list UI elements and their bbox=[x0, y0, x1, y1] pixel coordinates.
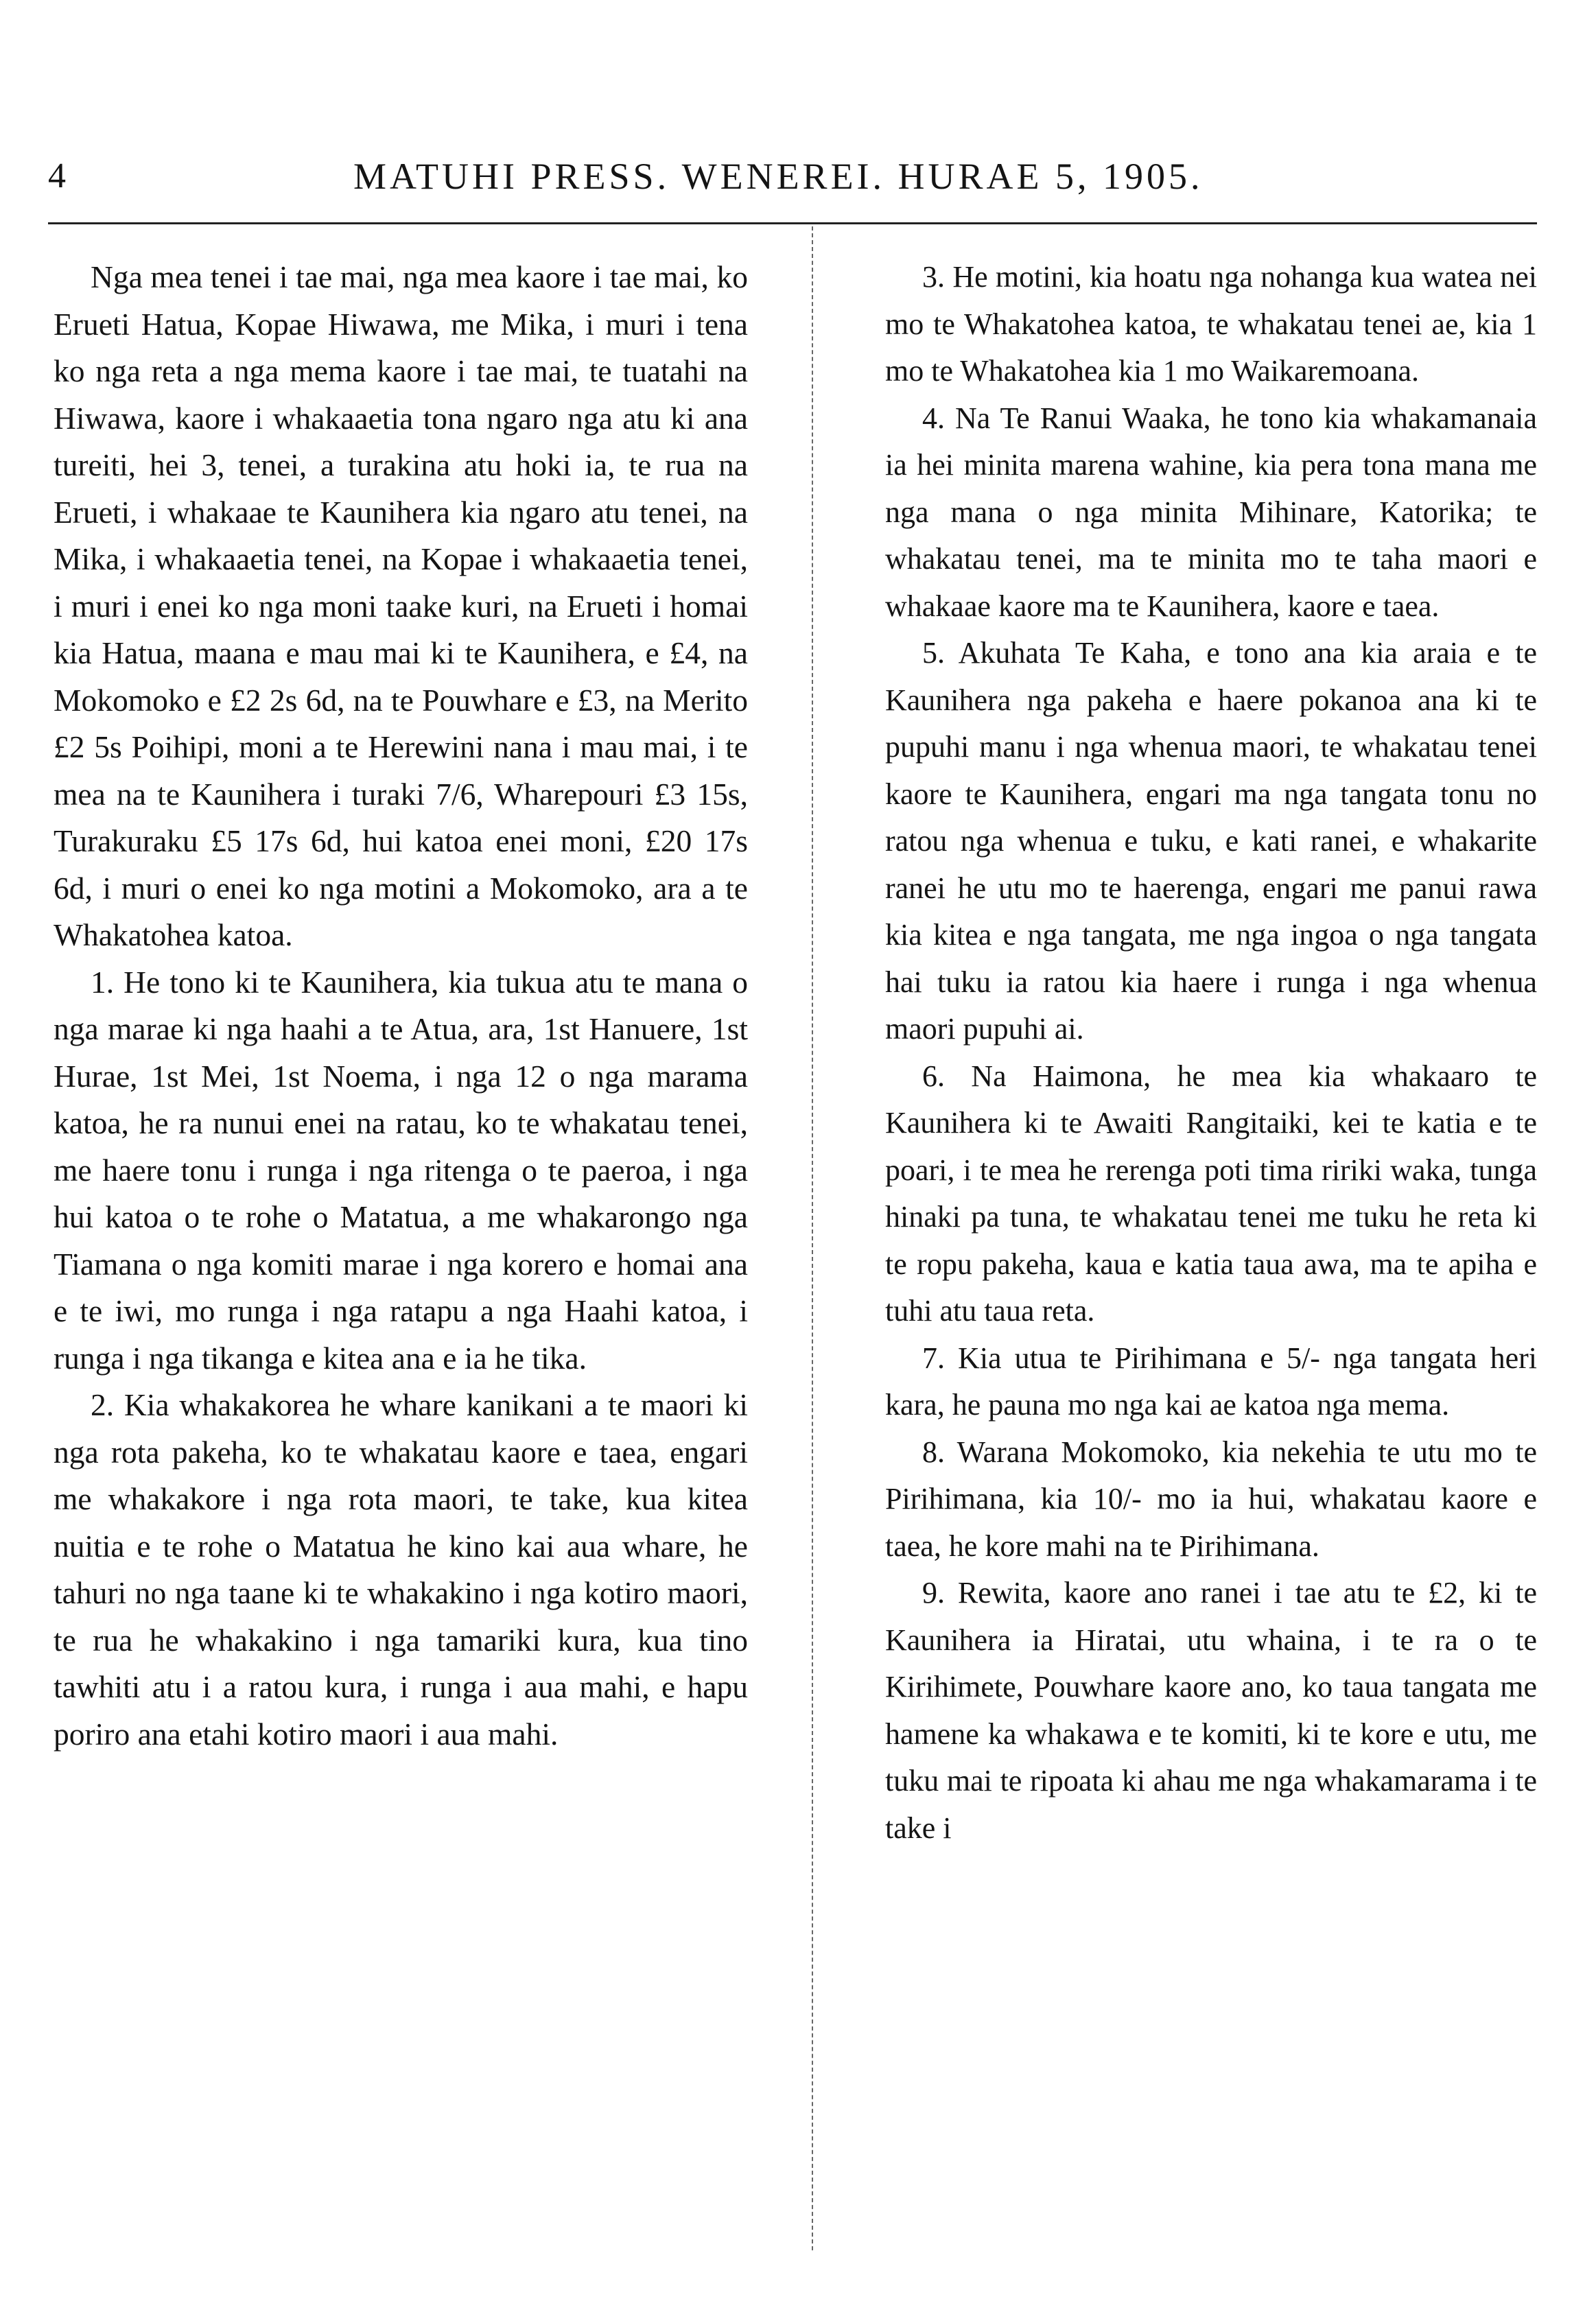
masthead-title: MATUHI PRESS. WENEREI. HURAE 5, 1905. bbox=[353, 156, 1204, 197]
header-rule bbox=[48, 222, 1537, 224]
page-number: 4 bbox=[48, 156, 66, 196]
paragraph-intro: Nga mea tenei i tae mai, nga mea kaore i tae mai, ko Erueti Hatua, Kopae Hiwawa, me Mika, i muri i tena ko nga reta a nga mema kaore i tae mai, te tuatahi na Hiwawa, kaore i whakaaetia tona ngaro nga atu ki ana tureiti, hei 3, tenei, a turakina atu hoki ia, te rua na Erueti, i whakaae te Kaunihera kia ngaro atu tenei, na Mika, i whakaaetia tenei, na Kopae i whakaaetia tenei, i muri i enei ko nga moni taake kuri, na Erueti i homai kia Hatua, maana e mau mai ki te Kaunihera, e £4, na Mokomoko e £2 2s 6d, na te Pouwhare e £3, na Merito £2 5s Poihipi, moni a te Herewini nana i mau mai, i te mea na te Kaunihera i turaki 7/6, Wharepouri £3 15s, Turakuraku £5 17s 6d, hui katoa enei moni, £20 17s 6d, i muri o enei ko nga motini a Mokomoko, ara a te Whakatohea katoa. bbox=[54, 259, 748, 952]
left-column bbox=[54, 254, 748, 1758]
paragraph-motion-1: 1. He tono ki te Kaunihera, kia tukua atu te mana o nga marae ki nga haahi a te Atua, ara, 1st Hanuere, 1st Hurae, 1st Mei, 1st Noema, i nga 12 o nga marama katoa, he ra nunui enei na ratau, ko te whakatau tenei, me haere tonu i runga i nga ritenga o te paeroa, i nga hui katoa o te rohe o Matatua, a me whakarongo nga Tiamana o nga komiti marae i nga korero e homai ana e te iwi, mo runga i nga ratapu a nga Haahi katoa, i runga i nga tikanga e kitea ana e ia he tika. bbox=[54, 964, 748, 1376]
page-header bbox=[41, 152, 1551, 200]
paragraph-motion-5: 5. Akuhata Te Kaha, e tono ana kia araia e te Kaunihera nga pakeha e haere pokanoa ana ki te pupuhi manu i nga whenua maori, te whakatau tenei kaore te Kaunihera, engari ma nga tangata tonu no ratou nga whenua e tuku, e kati ranei, e whakarite ranei he utu mo te haerenga, engari me panui rawa kia kitea e nga tangata, me nga ingoa o nga tangata hai tuku ia ratou kia haere i runga i nga whenua maori pupuhi ai. bbox=[885, 636, 1537, 1046]
paragraph-motion-3: 3. He motini, kia hoatu nga nohanga kua watea nei mo te Whakatohea katoa, te whakatau tenei ae, kia 1 mo te Whakatohea kia 1 mo Waikaremoana. bbox=[885, 260, 1537, 388]
right-column bbox=[885, 254, 1537, 1852]
paragraph-motion-6: 6. Na Haimona, he mea kia whakaaro te Kaunihera ki te Awaiti Rangitaiki, kei te katia e te poari, i te mea he rerenga poti tima ririki waka, tunga hinaki pa tuna, te whakatau tenei me tuku he reta ki te ropu pakeha, kaua e katia taua awa, ma te apiha e tuhi atu taua reta. bbox=[885, 1059, 1537, 1328]
paragraph-motion-2: 2. Kia whakakorea he whare kanikani a te maori ki nga rota pakeha, ko te whakatau kaore e taea, engari me whakakore i nga rota maori, te take, kua kitea nuitia e te rohe o Matatua he kino kai aua whare, he tahuri no nga taane ki te whakakino i nga kotiro maori, te rua he whakakino i nga tamariki kura, kua tino tawhiti atu i a ratou kura, i runga i aua mahi, e hapu poriro ana etahi kotiro maori i aua mahi. bbox=[54, 1387, 748, 1752]
paragraph-motion-7: 7. Kia utua te Pirihimana e 5/- nga tangata heri kara, he pauna mo nga kai ae katoa nga mema. bbox=[885, 1341, 1537, 1422]
paragraph-motion-9: 9. Rewita, kaore ano ranei i tae atu te £2, ki te Kaunihera ia Hiratai, utu whaina, i te ra o te Kirihimete, Pouwhare kaore ano, ko taua tangata me hamene ka whakawa e te komiti, ki te kore e utu, me tuku mai te ripoata ki ahau me nga whakamarama i te take i bbox=[885, 1576, 1537, 1845]
paragraph-motion-8: 8. Warana Mokomoko, kia nekehia te utu mo te Pirihimana, kia 10/- mo ia hui, whakatau kaore e taea, he kore mahi na te Pirihimana. bbox=[885, 1435, 1537, 1563]
paragraph-motion-4: 4. Na Te Ranui Waaka, he tono kia whakamanaia ia hei minita marena wahine, kia pera tona mana me nga mana o nga minita Mihinare, Katorika; te whakatau tenei, ma te minita mo te taha maori e whakaae kaore ma te Kaunihera, kaore e taea. bbox=[885, 401, 1537, 623]
column-divider bbox=[812, 226, 813, 2250]
